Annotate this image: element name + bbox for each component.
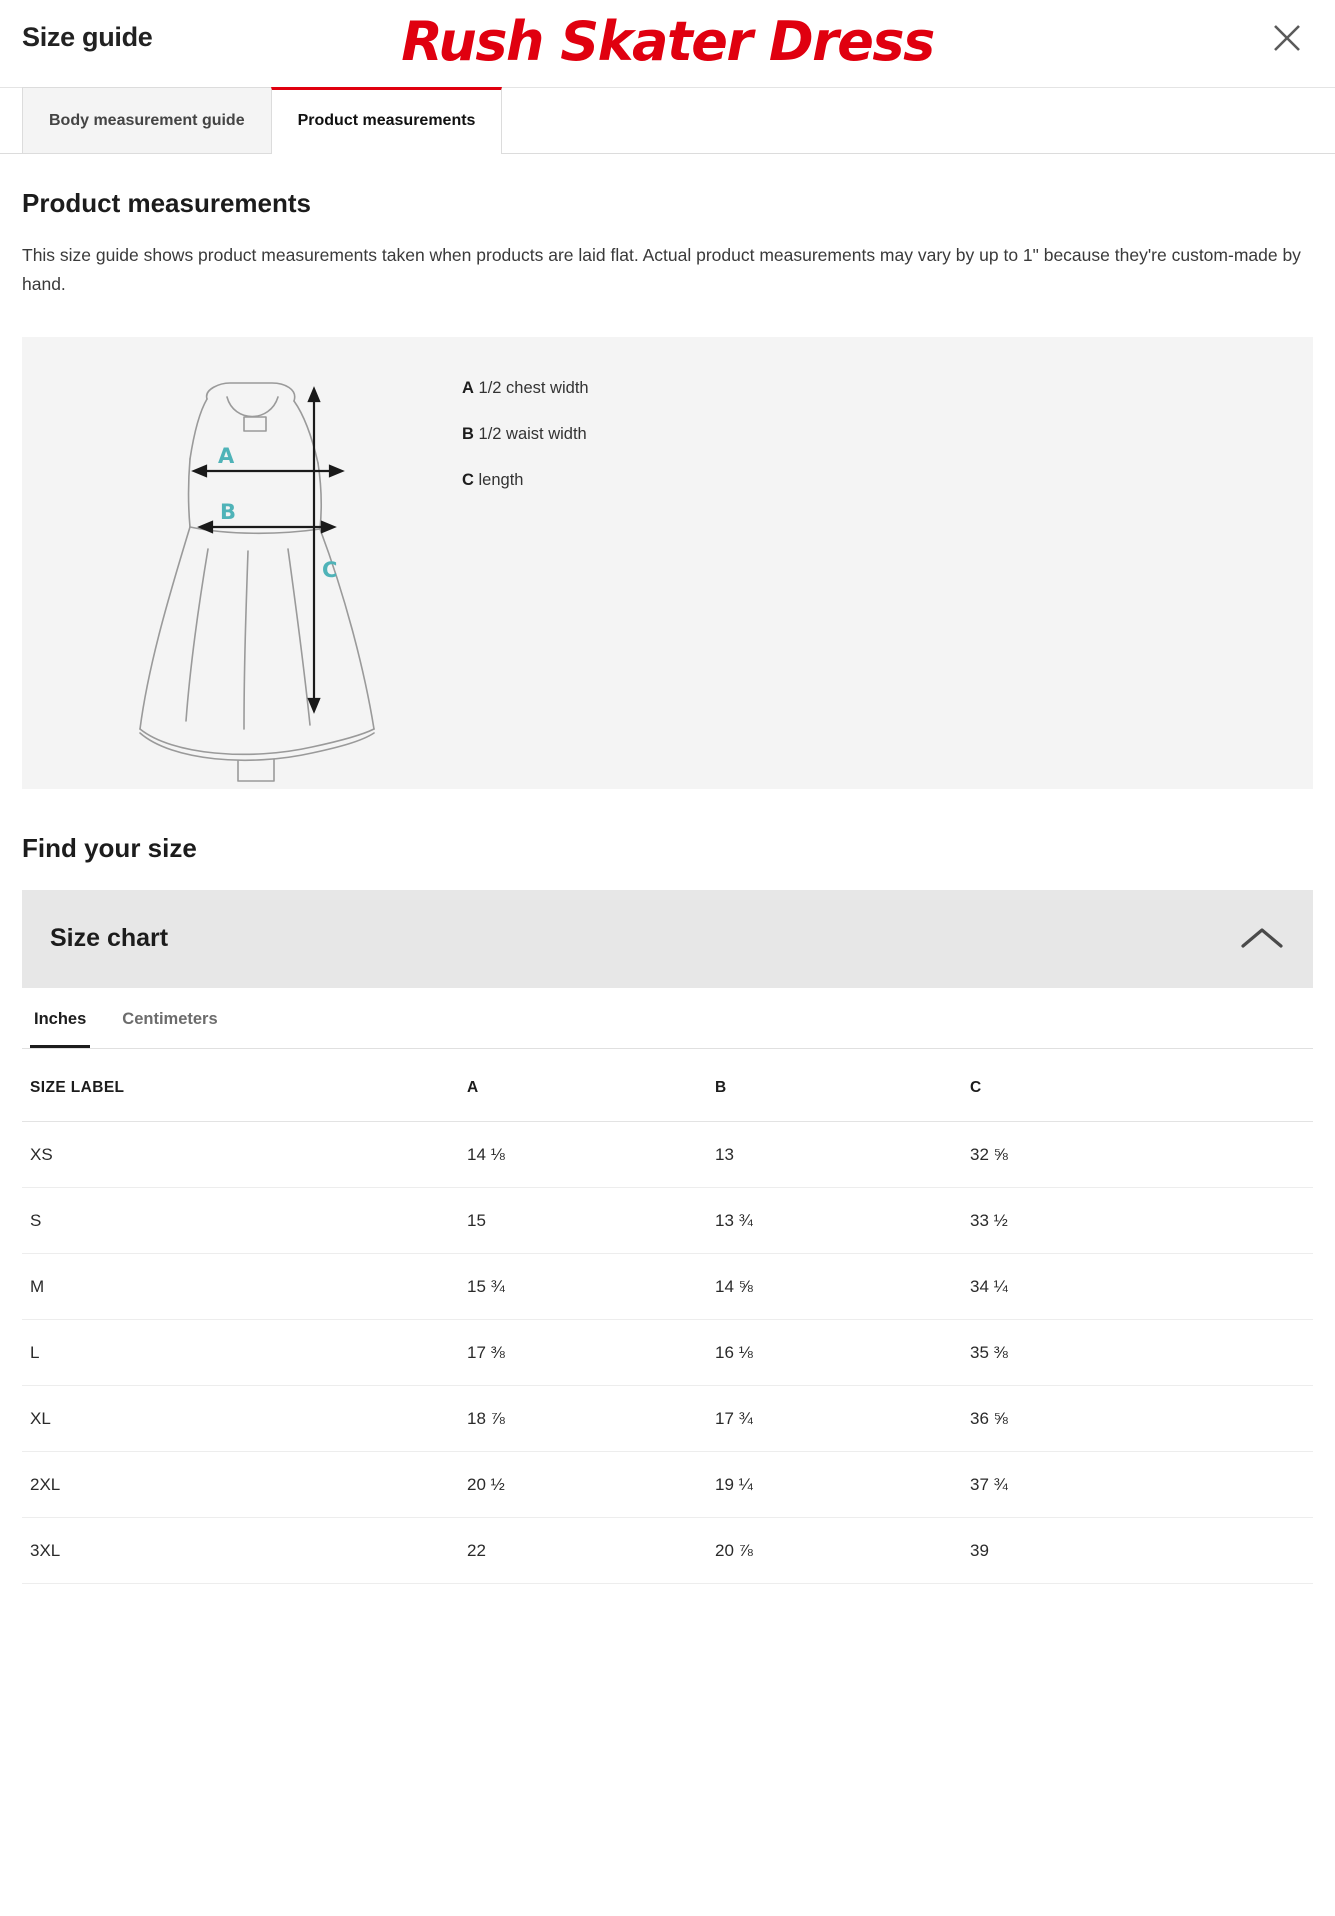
cell-size: XS <box>22 1121 467 1187</box>
cell-c: 33 ½ <box>970 1187 1313 1253</box>
intro-text: This size guide shows product measurements taken when products are laid flat. Actual product measurements may vary by up to 1" because they're custom-made by hand. <box>22 245 1301 294</box>
table-row <box>22 1517 1313 1583</box>
diagram-label-c: C <box>322 557 338 582</box>
diagram-label-a: A <box>218 443 235 468</box>
cell-size: S <box>22 1187 467 1253</box>
guide-tabs <box>0 88 1335 154</box>
cell-b: 16 ⅛ <box>715 1319 970 1385</box>
cell-size: XL <box>22 1385 467 1451</box>
modal-header <box>0 0 1335 88</box>
bottom-spacer <box>22 1584 1313 1624</box>
find-your-size-title: Find your size <box>22 832 197 863</box>
cell-a: 14 ⅛ <box>467 1121 715 1187</box>
measurement-diagram-panel <box>22 337 1313 789</box>
cell-b: 17 ¾ <box>715 1385 970 1451</box>
cell-a: 15 ¾ <box>467 1253 715 1319</box>
tab-product-measurements[interactable]: Product measurements <box>271 87 503 153</box>
measurement-legend <box>462 379 589 517</box>
table-row <box>22 1451 1313 1517</box>
cell-b: 20 ⅞ <box>715 1517 970 1583</box>
cell-c: 35 ⅜ <box>970 1319 1313 1385</box>
tab-centimeters[interactable]: Centimeters <box>122 1009 218 1028</box>
table-row <box>22 1253 1313 1319</box>
table-header-row <box>22 1049 1313 1122</box>
close-icon[interactable] <box>1265 16 1309 60</box>
cell-b: 13 ¾ <box>715 1187 970 1253</box>
section-title: Product measurements <box>22 188 311 218</box>
table-row <box>22 1187 1313 1253</box>
cell-c: 32 ⅝ <box>970 1121 1313 1187</box>
cell-a: 20 ½ <box>467 1451 715 1517</box>
cell-c: 37 ¾ <box>970 1451 1313 1517</box>
cell-a: 18 ⅞ <box>467 1385 715 1451</box>
column-size-label: SIZE LABEL <box>22 1049 467 1122</box>
size-chart-label: Size chart <box>50 924 169 953</box>
unit-tabs <box>22 988 1313 1049</box>
column-c: C <box>970 1049 1313 1122</box>
legend-key-b: B <box>462 424 474 443</box>
cell-c: 36 ⅝ <box>970 1385 1313 1451</box>
column-b: B <box>715 1049 970 1122</box>
cell-size: 3XL <box>22 1517 467 1583</box>
diagram-label-b: B <box>220 499 237 524</box>
table-row <box>22 1121 1313 1187</box>
table-row <box>22 1319 1313 1385</box>
legend-text-a: 1/2 chest width <box>478 378 589 397</box>
legend-item-a <box>462 379 589 398</box>
table-row <box>22 1385 1313 1451</box>
cell-size: L <box>22 1319 467 1385</box>
cell-b: 14 ⅝ <box>715 1253 970 1319</box>
legend-item-c <box>462 471 589 490</box>
cell-size: M <box>22 1253 467 1319</box>
product-title: Rush Skater Dress <box>401 10 934 73</box>
cell-c: 39 <box>970 1517 1313 1583</box>
legend-key-c: C <box>462 470 474 489</box>
tab-inches[interactable]: Inches <box>30 988 90 1048</box>
legend-key-a: A <box>462 378 474 397</box>
cell-a: 17 ⅜ <box>467 1319 715 1385</box>
chevron-up-icon[interactable] <box>1239 924 1285 954</box>
dress-diagram <box>22 337 442 789</box>
legend-item-b <box>462 425 589 444</box>
cell-a: 22 <box>467 1517 715 1583</box>
cell-a: 15 <box>467 1187 715 1253</box>
cell-c: 34 ¼ <box>970 1253 1313 1319</box>
tab-body-measurement-guide[interactable]: Body measurement guide <box>22 87 272 153</box>
column-a: A <box>467 1049 715 1122</box>
cell-size: 2XL <box>22 1451 467 1517</box>
legend-text-c: length <box>478 470 524 489</box>
size-chart-table <box>22 1049 1313 1584</box>
size-chart-accordion-header[interactable] <box>22 890 1313 988</box>
page-title: Size guide <box>22 22 153 52</box>
cell-b: 19 ¼ <box>715 1451 970 1517</box>
cell-b: 13 <box>715 1121 970 1187</box>
legend-text-b: 1/2 waist width <box>478 424 587 443</box>
